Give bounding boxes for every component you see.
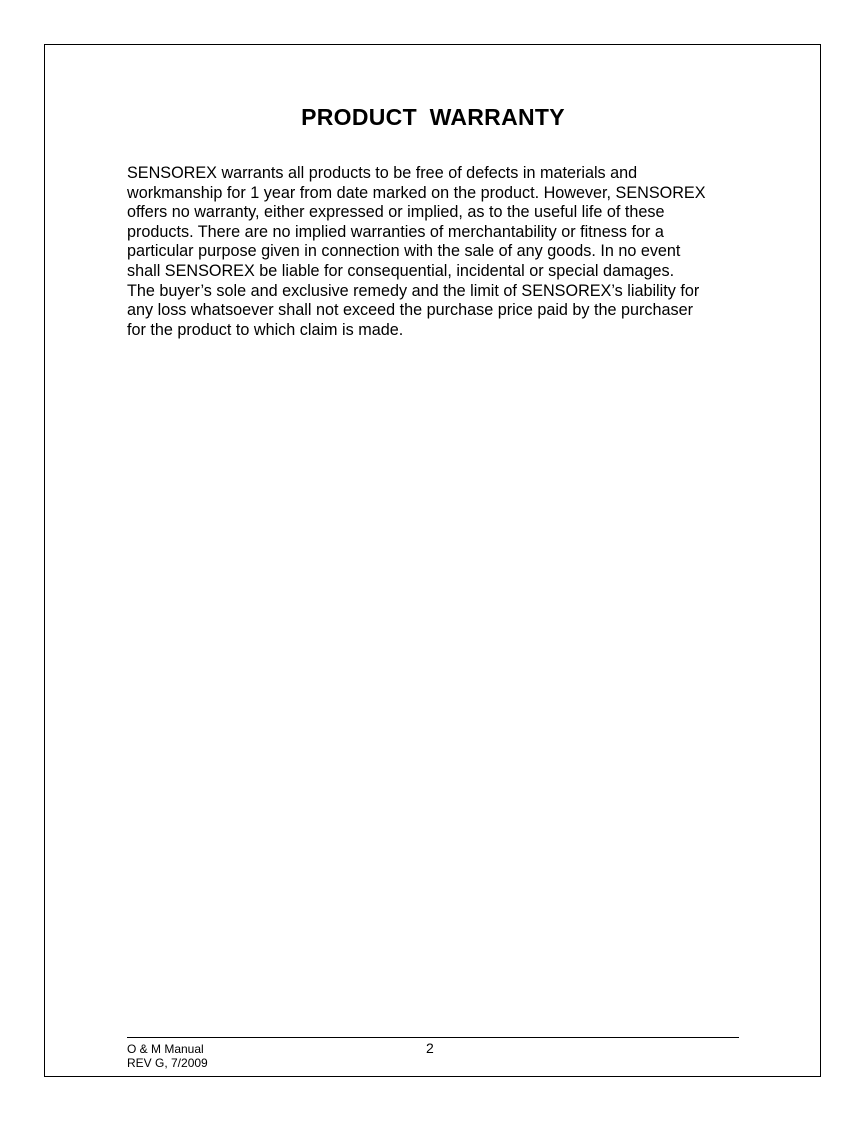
page-number: 2 <box>426 1040 434 1056</box>
warranty-line: workmanship for 1 year from date marked on the product. However, SENSOREX <box>127 183 706 202</box>
warranty-paragraph <box>127 164 747 340</box>
warranty-line: The buyer’s sole and exclusive remedy and the limit of SENSOREX’s liability for <box>127 281 700 300</box>
warranty-line: SENSOREX warrants all products to be free of defects in materials and <box>127 164 638 182</box>
warranty-line: any loss whatsoever shall not exceed the purchase price paid by the purchaser <box>127 301 693 320</box>
footer-revision: REV G, 7/2009 <box>127 1056 208 1070</box>
warranty-line: for the product to which claim is made. <box>127 320 404 339</box>
page-title: PRODUCT WARRANTY <box>301 104 565 130</box>
warranty-line: offers no warranty, either expressed or implied, as to the useful life of these <box>127 203 665 222</box>
footer-info <box>127 1042 208 1070</box>
warranty-line: particular purpose given in connection with the sale of any goods. In no event <box>127 242 681 261</box>
footer-divider <box>127 1037 739 1038</box>
footer-manual-name: O & M Manual <box>127 1042 204 1056</box>
warranty-line: products. There are no implied warranties of merchantability or fitness for a <box>127 222 664 241</box>
warranty-line: shall SENSOREX be liable for consequential, incidental or special damages. <box>127 261 675 280</box>
